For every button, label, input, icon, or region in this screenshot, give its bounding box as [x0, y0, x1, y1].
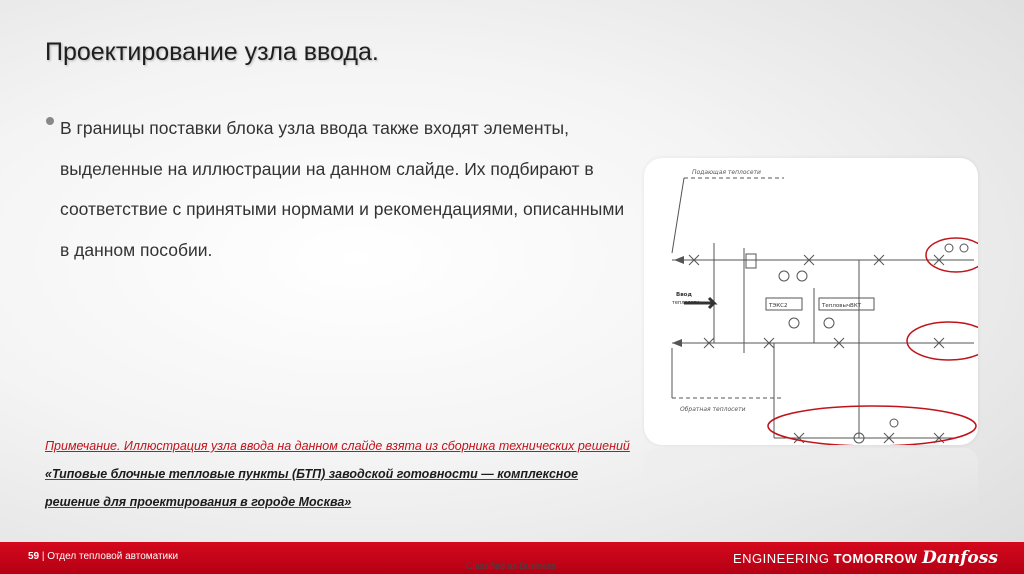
note-reference-link[interactable]: «Типовые блочные тепловые пункты (БТП) заводской готовности — комплексное решение для проектирования в городе Москва»: [45, 467, 579, 509]
return-label: Обратная теплосети: [680, 406, 746, 413]
slogan: [733, 551, 918, 566]
slide-title: Проектирование узла ввода.: [45, 38, 379, 66]
slogan-light: ENGINEERING: [733, 551, 830, 566]
box1-label: ТЭКС2: [769, 303, 788, 309]
highlight-ellipse: [768, 406, 976, 445]
classification-label: Classified as Business: [466, 561, 557, 571]
supply-label: Подающая теплосети: [692, 169, 761, 176]
highlight-ellipse: [907, 322, 978, 360]
bullet-item: [46, 108, 636, 270]
box2-label: ТепловычВКТ: [822, 303, 862, 309]
highlight-ellipse: [926, 238, 978, 272]
slogan-bold: TOMORROW: [833, 551, 918, 566]
footer-bar: [0, 542, 1024, 574]
inlet-label-2: теплосети: [672, 300, 700, 306]
diagram-figure: [644, 158, 978, 445]
danfoss-logo: Danfoss: [922, 548, 998, 568]
page-number: 59: [28, 551, 40, 562]
bullet-dot-icon: [46, 117, 54, 125]
diagram-reflection: [644, 448, 978, 508]
inlet-label-1: Ввод: [676, 292, 692, 298]
department-label: | Отдел тепловой автоматики: [41, 551, 179, 562]
heating-unit-diagram: [644, 158, 978, 445]
note: [45, 432, 635, 516]
note-text: Примечание. Иллюстрация узла ввода на данном слайде взята из сборника технических решений: [45, 439, 630, 453]
bullet-text: В границы поставки блока узла ввода также входят элементы, выделенные на иллюстрации на данном слайде. Их подбирают в соответствие с принятыми нормами и рекомендациями, описанными в данном пособии.: [60, 118, 625, 260]
footer-info: [28, 551, 178, 562]
